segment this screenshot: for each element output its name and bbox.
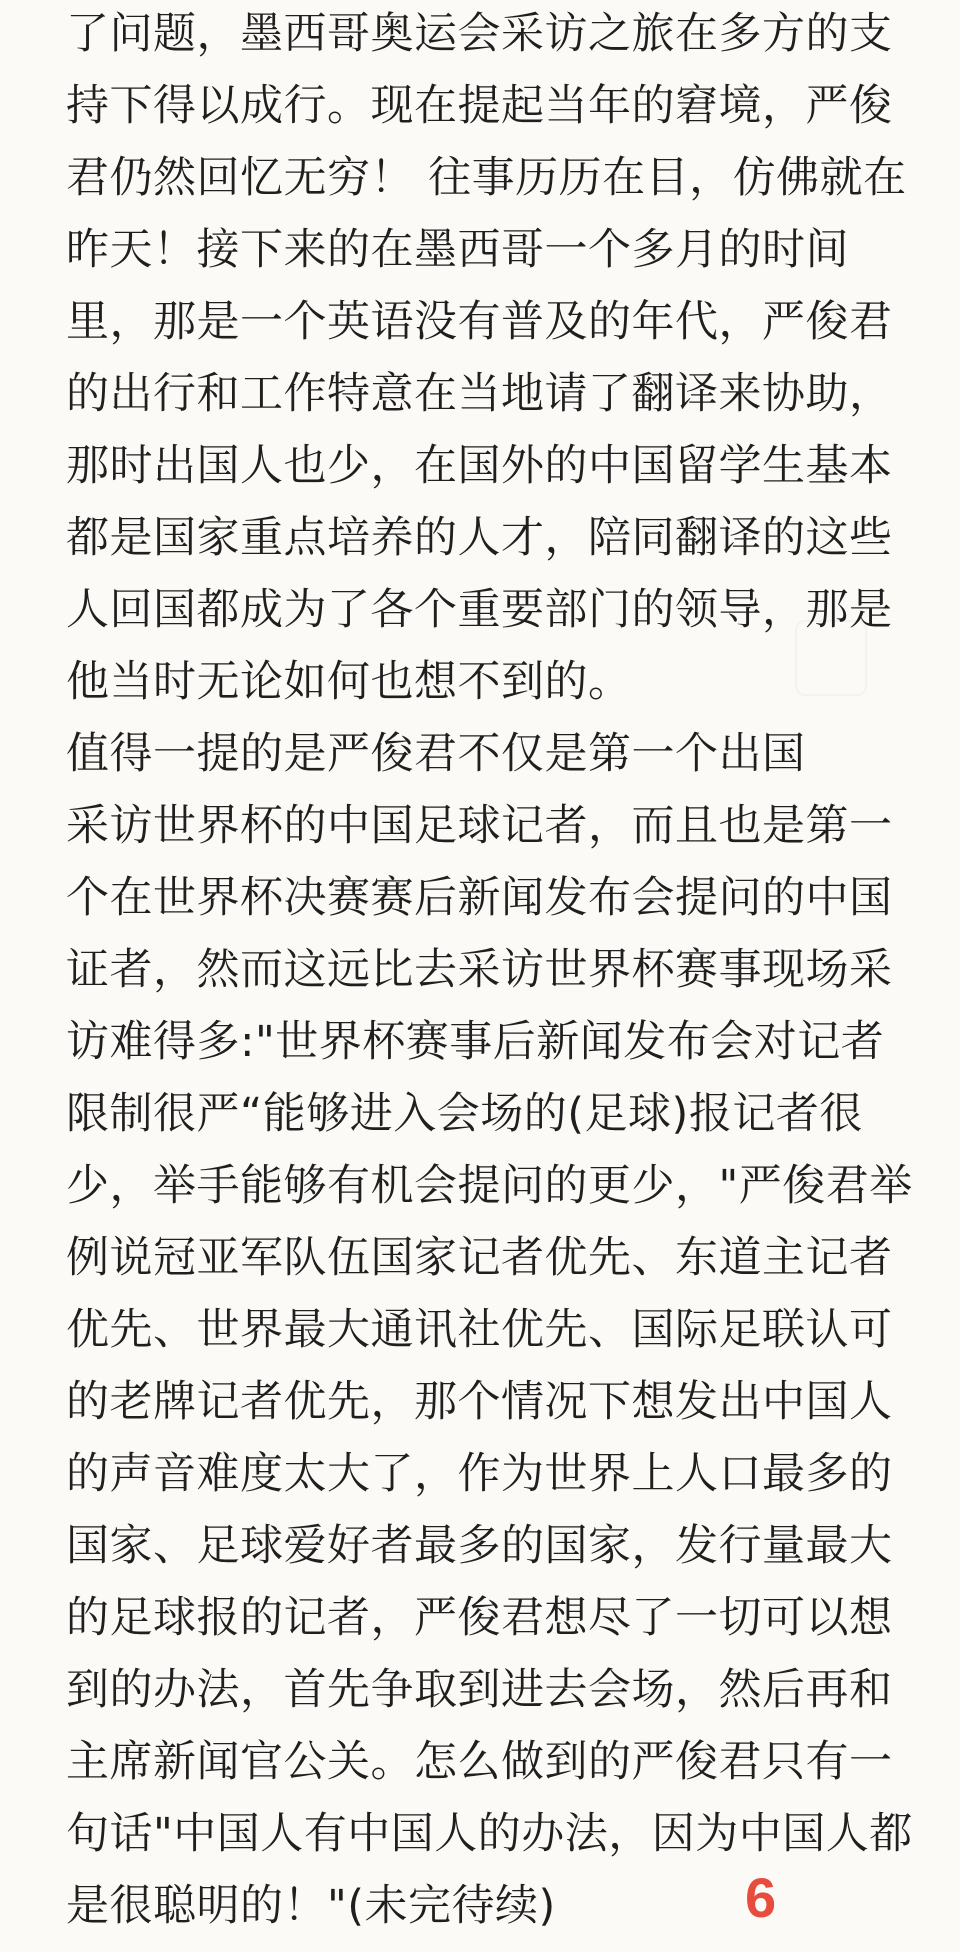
text-line: 里，那是一个英语没有普及的年代，严俊君	[66, 297, 893, 347]
text-line: 的足球报的记者，严俊君想尽了一切可以想	[66, 1593, 893, 1643]
text-line: 优先、世界最大通讯社优先、国际足联认可	[66, 1305, 893, 1355]
text-line: 人回国都成为了各个重要部门的领导，那是	[66, 585, 893, 635]
text-line: 的声音难度太大了，作为世界上人口最多的	[66, 1449, 893, 1499]
text-line: 句话"中国人有中国人的办法，因为中国人都	[66, 1809, 913, 1859]
text-line: 的老牌记者优先，那个情况下想发出中国人	[66, 1377, 893, 1427]
text-line: 访难得多:"世界杯赛事后新闻发布会对记者	[66, 1017, 885, 1067]
text-line: 那时出国人也少，在国外的中国留学生基本	[66, 441, 893, 491]
faint-watermark	[795, 620, 867, 696]
text-line: 君仍然回忆无穷！ 往事历历在目，仿佛就在	[66, 153, 907, 203]
text-line: 他当时无论如何也想不到的。	[66, 657, 632, 707]
text-line: 的出行和工作特意在当地请了翻译来协助，	[66, 369, 893, 419]
text-line: 持下得以成行。现在提起当年的窘境，严俊	[66, 81, 893, 131]
text-line: 都是国家重点培养的人才，陪同翻译的这些	[66, 513, 893, 563]
text-line: 例说冠亚军队伍国家记者优先、东道主记者	[66, 1233, 893, 1283]
text-line: 主席新闻官公关。怎么做到的严俊君只有一	[66, 1737, 893, 1787]
text-line: 证者，然而这远比去采访世界杯赛事现场采	[66, 945, 893, 995]
text-line: 限制很严“能够进入会场的(足球)报记者很	[66, 1089, 863, 1139]
text-line: 到的办法，首先争取到进去会场，然后再和	[66, 1665, 893, 1715]
page-number: 6	[745, 1866, 777, 1929]
text-line: 值得一提的是严俊君不仅是第一个出国	[66, 729, 806, 779]
text-line: 个在世界杯决赛赛后新闻发布会提问的中国	[66, 873, 893, 923]
text-line: 少，举手能够有机会提问的更少，"严俊君举	[66, 1161, 913, 1211]
text-line: 是很聪明的！"(未完待续)	[66, 1881, 556, 1931]
text-line: 采访世界杯的中国足球记者，而且也是第一	[66, 801, 893, 851]
text-line: 国家、足球爱好者最多的国家，发行量最大	[66, 1521, 893, 1571]
text-line: 昨天！接下来的在墨西哥一个多月的时间	[66, 225, 849, 275]
text-line: 了问题，墨西哥奥运会采访之旅在多方的支	[66, 9, 893, 59]
